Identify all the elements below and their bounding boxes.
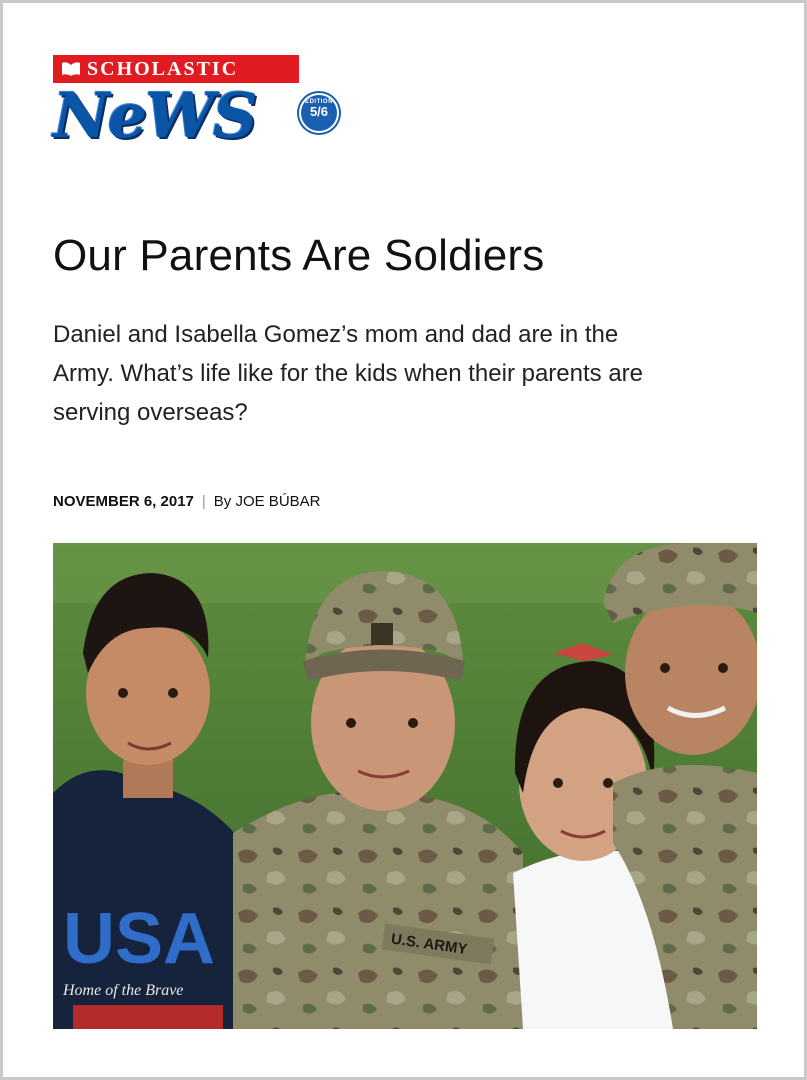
edition-label: EDITION	[305, 99, 333, 105]
article-date: NOVEMBER 6, 2017	[53, 493, 194, 510]
article-meta	[53, 493, 321, 510]
news-wordmark: NeWS	[53, 79, 256, 152]
family-photo-illustration	[53, 543, 757, 1029]
scholastic-news-logo[interactable]	[53, 55, 343, 159]
article-author: By JOE BÚBAR	[213, 493, 321, 510]
shirt-text-tagline: Home of the Brave	[63, 982, 184, 999]
article-deck: Daniel and Isabella Gomez’s mom and dad are in the Army. What’s life like for the kids when their parents are serving overseas?	[53, 321, 644, 426]
family-photo	[53, 543, 757, 1029]
article-headline: Our Parents Are Soldiers	[53, 231, 545, 280]
meta-divider: |	[201, 493, 206, 510]
edition-seal	[299, 93, 339, 133]
edition-grade: 5/6	[309, 104, 329, 119]
open-book-icon	[61, 61, 81, 77]
shirt-text-usa: USA	[63, 899, 216, 979]
name-tape-text: U.S. ARMY	[389, 930, 469, 959]
brand-name: SCHOLASTIC	[87, 58, 239, 80]
